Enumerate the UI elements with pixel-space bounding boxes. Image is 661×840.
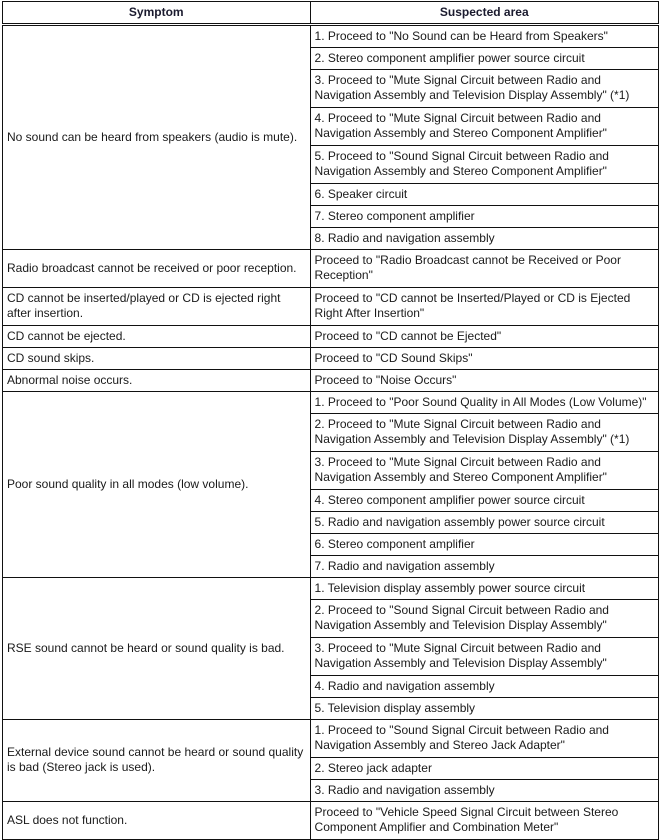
symptom-cell: Radio broadcast cannot be received or poor reception. [3, 250, 311, 288]
column-header-symptom: Symptom [3, 2, 311, 25]
table-row [3, 802, 659, 840]
suspected-area-cell: Proceed to "Radio Broadcast cannot be Received or Poor Reception" [310, 250, 658, 288]
symptom-cell: ASL does not function. [3, 802, 311, 840]
suspected-area-cell: 4. Radio and navigation assembly [310, 676, 658, 698]
table-row [3, 250, 659, 288]
suspected-area-cell: 1. Television display assembly power source circuit [310, 578, 658, 600]
table-row [3, 25, 659, 48]
table-row [3, 370, 659, 392]
symptom-cell: CD cannot be ejected. [3, 326, 311, 348]
suspected-area-cell: 2. Stereo jack adapter [310, 758, 658, 780]
suspected-area-cell: 1. Proceed to "No Sound can be Heard from Speakers" [310, 25, 658, 48]
suspected-area-cell: 3. Proceed to "Mute Signal Circuit between Radio and Navigation Assembly and Television Display Assembly" (*1) [310, 70, 658, 108]
suspected-area-cell: 3. Proceed to "Mute Signal Circuit between Radio and Navigation Assembly and Stereo Component Amplifier" [310, 452, 658, 490]
symptom-cell: Abnormal noise occurs. [3, 370, 311, 392]
symptom-cell: External device sound cannot be heard or sound quality is bad (Stereo jack is used). [3, 720, 311, 802]
suspected-area-cell: 2. Stereo component amplifier power source circuit [310, 48, 658, 70]
symptom-cell: CD sound skips. [3, 348, 311, 370]
symptom-cell: CD cannot be inserted/played or CD is ejected right after insertion. [3, 288, 311, 326]
suspected-area-cell: 7. Radio and navigation assembly [310, 556, 658, 578]
header-row [3, 2, 659, 25]
symptom-cell: No sound can be heard from speakers (audio is mute). [3, 25, 311, 250]
suspected-area-cell: 8. Radio and navigation assembly [310, 228, 658, 250]
symptom-cell: RSE sound cannot be heard or sound quality is bad. [3, 578, 311, 720]
suspected-area-cell: 4. Stereo component amplifier power source circuit [310, 490, 658, 512]
suspected-area-cell: 2. Proceed to "Sound Signal Circuit between Radio and Navigation Assembly and Television Display Assembly" [310, 600, 658, 638]
suspected-area-cell: 1. Proceed to "Poor Sound Quality in All Modes (Low Volume)" [310, 392, 658, 414]
column-header-suspected-area: Suspected area [310, 2, 658, 25]
table-row [3, 326, 659, 348]
suspected-area-cell: 6. Stereo component amplifier [310, 534, 658, 556]
symptom-cell: Poor sound quality in all modes (low volume). [3, 392, 311, 578]
suspected-area-cell: 3. Proceed to "Mute Signal Circuit between Radio and Navigation Assembly and Television Display Assembly" [310, 638, 658, 676]
suspected-area-cell: 4. Proceed to "Mute Signal Circuit between Radio and Navigation Assembly and Stereo Component Amplifier" [310, 108, 658, 146]
suspected-area-cell: 5. Television display assembly [310, 698, 658, 720]
table-row [3, 578, 659, 600]
table-row [3, 720, 659, 758]
suspected-area-cell: Proceed to "CD cannot be Inserted/Played or CD is Ejected Right After Insertion" [310, 288, 658, 326]
table-row [3, 392, 659, 414]
suspected-area-cell: Proceed to "Vehicle Speed Signal Circuit between Stereo Component Amplifier and Combination Meter" [310, 802, 658, 840]
suspected-area-cell: 5. Radio and navigation assembly power source circuit [310, 512, 658, 534]
suspected-area-cell: 2. Proceed to "Mute Signal Circuit between Radio and Navigation Assembly and Television Display Assembly" (*1) [310, 414, 658, 452]
symptom-table [2, 1, 659, 840]
suspected-area-cell: Proceed to "Noise Occurs" [310, 370, 658, 392]
suspected-area-cell: 1. Proceed to "Sound Signal Circuit between Radio and Navigation Assembly and Stereo Jack Adapter" [310, 720, 658, 758]
suspected-area-cell: 5. Proceed to "Sound Signal Circuit between Radio and Navigation Assembly and Stereo Component Amplifier" [310, 146, 658, 184]
suspected-area-cell: Proceed to "CD Sound Skips" [310, 348, 658, 370]
suspected-area-cell: Proceed to "CD cannot be Ejected" [310, 326, 658, 348]
table-row [3, 348, 659, 370]
suspected-area-cell: 7. Stereo component amplifier [310, 206, 658, 228]
table-row [3, 288, 659, 326]
suspected-area-cell: 3. Radio and navigation assembly [310, 780, 658, 802]
suspected-area-cell: 6. Speaker circuit [310, 184, 658, 206]
